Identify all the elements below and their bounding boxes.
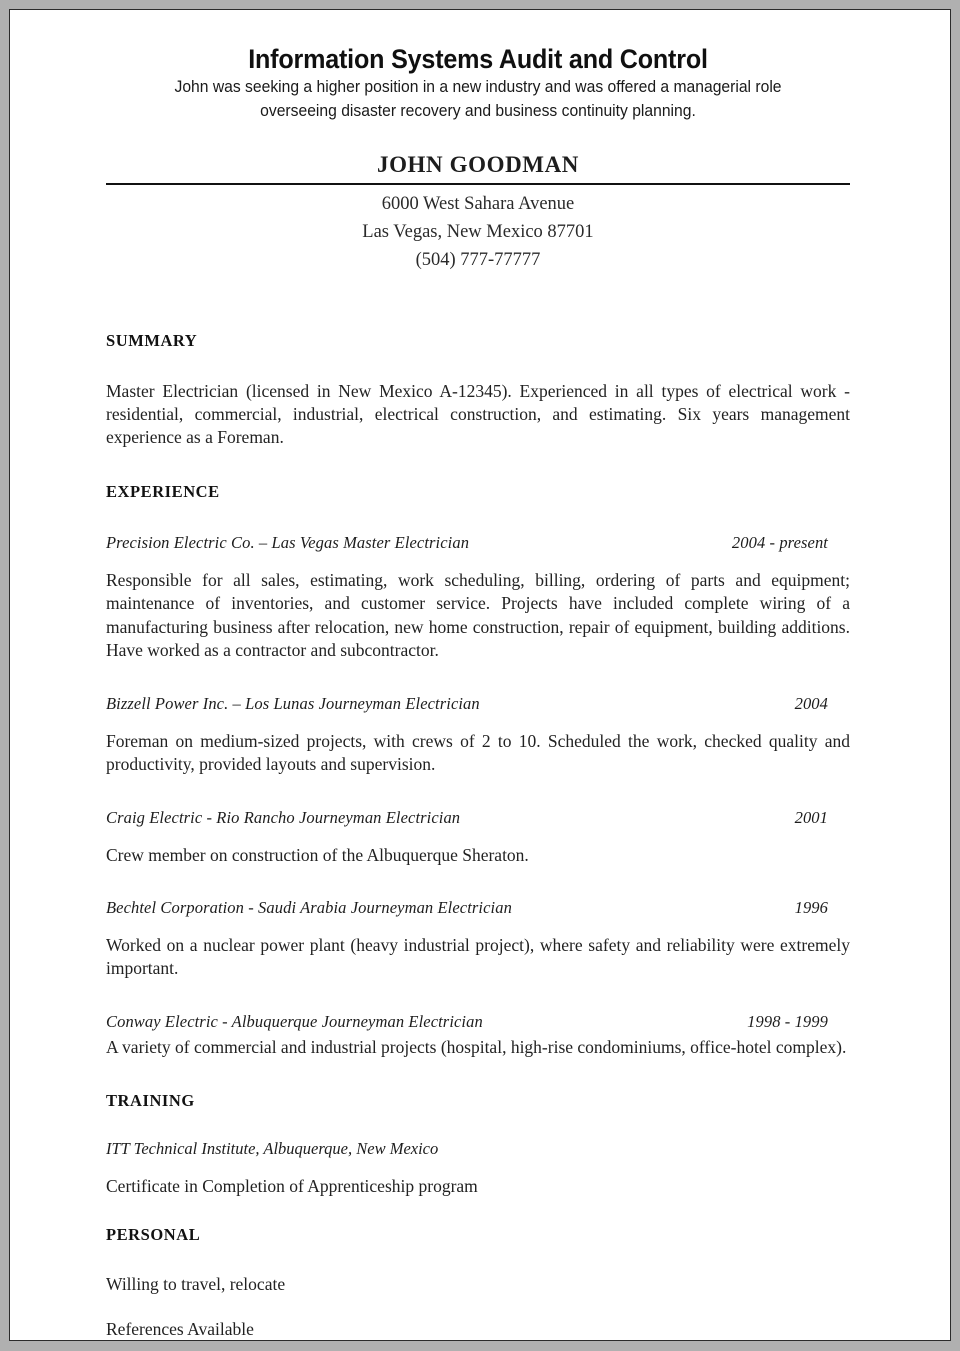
experience-entry-date: 2004 - present <box>731 533 828 553</box>
resume-content <box>106 44 850 1341</box>
section-heading-experience: EXPERIENCE <box>106 482 220 502</box>
contact-phone: (504) 777-77777 <box>415 250 541 271</box>
experience-entry-date: 1998 - 1999 <box>747 1012 828 1032</box>
candidate-name: JOHN GOODMAN <box>376 152 580 178</box>
section-heading-summary: SUMMARY <box>106 330 198 350</box>
experience-entry-description: Worked on a nuclear power plant (heavy industrial project), where safety and reliability were extremely important. <box>106 934 850 978</box>
experience-entry-header <box>106 808 850 829</box>
experience-entry-organization: Craig Electric - Rio Rancho Journeyman Electrician <box>106 808 461 828</box>
experience-entry-header <box>106 533 850 554</box>
page-title: Information Systems Audit and Control <box>248 44 708 74</box>
experience-entry-organization: Bechtel Corporation - Saudi Arabia Journeyman Electrician <box>106 898 512 918</box>
page-subtitle: John was seeking a higher position in a new industry and was offered a managerial role overseeing disaster recovery and business continuity planning. <box>174 78 782 120</box>
experience-entry-organization: Conway Electric - Albuquerque Journeyman Electrician <box>106 1012 483 1032</box>
experience-entry-header <box>106 1012 850 1033</box>
experience-entry-header <box>106 898 850 919</box>
experience-entry-header <box>106 694 850 715</box>
resume-page <box>9 9 951 1341</box>
experience-entry-date: 2004 <box>794 694 828 714</box>
experience-entry-organization: Precision Electric Co. – Las Vegas Master Electrician <box>106 533 470 553</box>
experience-entry-description: A variety of commercial and industrial projects (hospital, high-rise condominiums, office-hotel complex). <box>106 1036 847 1057</box>
section-heading-personal: PERSONAL <box>106 1225 201 1245</box>
contact-city-state-zip: Las Vegas, New Mexico 87701 <box>362 222 594 243</box>
section-heading-training: TRAINING <box>106 1091 195 1111</box>
experience-entry-description: Responsible for all sales, estimating, work scheduling, billing, ordering of parts and equipment; maintenance of inventories, and customer service. Projects have included complete wiring of a manufacturing business after relocation, new home construction, repair of equipment, building additions. Have worked as a contractor and subcontractor. <box>106 569 850 660</box>
training-credential: Certificate in Completion of Apprenticeship program <box>106 1175 478 1196</box>
experience-entry-date: 2001 <box>794 808 828 828</box>
personal-line-1: Willing to travel, relocate <box>106 1274 286 1295</box>
contact-address: 6000 West Sahara Avenue <box>381 194 575 215</box>
experience-entry-description: Foreman on medium-sized projects, with crews of 2 to 10. Scheduled the work, checked quality and productivity, provided layouts and supervision. <box>106 730 850 774</box>
experience-entry-organization: Bizzell Power Inc. – Los Lunas Journeyman Electrician <box>106 694 480 714</box>
contact-block <box>106 190 850 274</box>
experience-entry-description: Crew member on construction of the Albuquerque Sheraton. <box>106 844 529 865</box>
summary-text: Master Electrician (licensed in New Mexico A-12345). Experienced in all types of electrical work - residential, commercial, industrial, electrical construction, and estimating. Six years management experience as a Foreman. <box>106 380 850 448</box>
name-divider <box>106 183 850 185</box>
training-school: ITT Technical Institute, Albuquerque, New Mexico <box>106 1139 439 1159</box>
experience-entry-date: 1996 <box>794 898 828 918</box>
personal-line-2: References Available <box>106 1319 254 1340</box>
